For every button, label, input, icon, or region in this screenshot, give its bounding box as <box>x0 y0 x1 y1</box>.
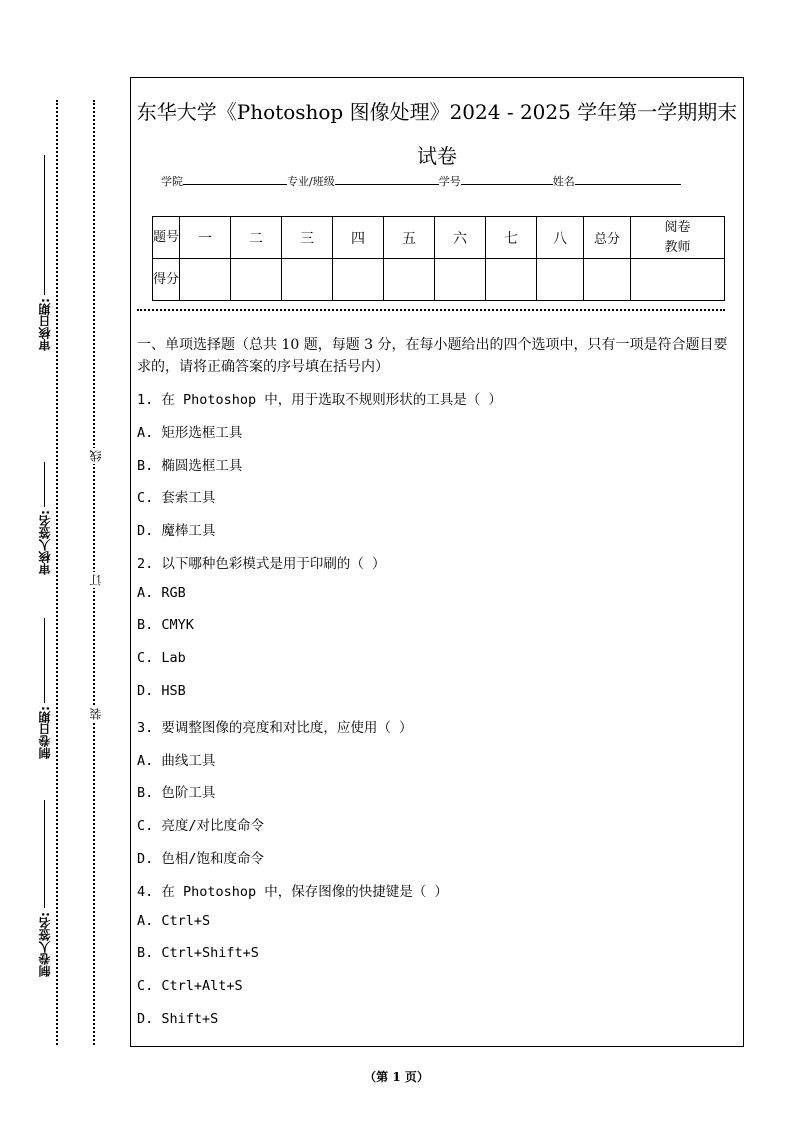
major-class-blank[interactable] <box>335 174 439 185</box>
header-grader: 阅卷教师 <box>631 217 725 259</box>
student-id-blank[interactable] <box>461 174 553 185</box>
score-cell-q6[interactable] <box>435 259 486 301</box>
reviewer-signature-label: 审核人签名: <box>38 510 52 575</box>
field-label-major-class: 专业/班级 <box>287 175 335 188</box>
section-separator <box>137 309 725 311</box>
score-cell-grader[interactable] <box>631 259 725 301</box>
question-2-option-c: C. Lab <box>137 650 186 666</box>
question-4-stem: 4. 在 Photoshop 中，保存图像的快捷键是（ ） <box>137 884 448 900</box>
question-2-option-d: D. HSB <box>137 683 186 699</box>
score-cell-q4[interactable] <box>333 259 384 301</box>
review-date-line <box>44 155 45 295</box>
review-date-label: 审核日期: <box>38 298 52 351</box>
question-1-option-c: C. 套索工具 <box>137 490 216 506</box>
student-info-row <box>161 173 721 189</box>
question-1-option-b: B. 椭圆选框工具 <box>137 458 243 474</box>
question-2-stem: 2. 以下哪种色彩模式是用于印刷的（ ） <box>137 556 386 572</box>
question-2-option-a: A. RGB <box>137 585 186 601</box>
compile-date-label: 制卷日期: <box>38 706 52 759</box>
section-heading: 一、单项选择题（总共 10 题，每题 3 分，在每小题给出的四个选项中，只有一项是符合题目要求的，请将正确答案的序号填在括号内） <box>137 337 728 375</box>
score-cell-q7[interactable] <box>486 259 537 301</box>
question-4-option-a: A. Ctrl+S <box>137 913 211 929</box>
header-q8: 八 <box>537 217 584 259</box>
compiler-signature-line <box>44 800 45 908</box>
header-q5: 五 <box>384 217 435 259</box>
exam-frame <box>130 77 744 1047</box>
binding-char-line: 线 <box>89 450 103 462</box>
header-q7: 七 <box>486 217 537 259</box>
score-cell-q2[interactable] <box>231 259 282 301</box>
header-q2: 二 <box>231 217 282 259</box>
header-q3: 三 <box>282 217 333 259</box>
question-2-option-b: B. CMYK <box>137 617 194 633</box>
score-cell-total[interactable] <box>584 259 631 301</box>
score-cell-q8[interactable] <box>537 259 584 301</box>
question-1-stem: 1. 在 Photoshop 中，用于选取不规则形状的工具是（ ） <box>137 392 502 408</box>
name-blank[interactable] <box>575 174 681 185</box>
college-blank[interactable] <box>183 174 287 185</box>
question-3-option-a: A. 曲线工具 <box>137 753 216 769</box>
question-4-option-c: C. Ctrl+Alt+S <box>137 978 243 994</box>
header-q4: 四 <box>333 217 384 259</box>
question-1-option-d: D. 魔棒工具 <box>137 523 216 539</box>
header-q1: 一 <box>180 217 231 259</box>
field-label-college: 学院 <box>161 175 183 188</box>
score-header-row <box>153 217 725 259</box>
question-3-option-b: B. 色阶工具 <box>137 785 216 801</box>
binding-dotted-line-outer <box>56 100 58 1045</box>
score-cell-q5[interactable] <box>384 259 435 301</box>
score-table <box>152 216 725 301</box>
score-value-row <box>153 259 725 301</box>
score-cell-q3[interactable] <box>282 259 333 301</box>
question-4-option-d: D. Shift+S <box>137 1011 219 1027</box>
header-question-no: 题号 <box>153 217 180 259</box>
header-total: 总分 <box>584 217 631 259</box>
question-3-option-d: D. 色相/饱和度命令 <box>137 851 265 867</box>
compiler-signature-label: 制卷人签名: <box>38 912 52 977</box>
binding-char-staple: 订 <box>89 574 103 586</box>
page-number: （第 1 页） <box>364 1070 429 1084</box>
compile-date-line <box>44 618 45 703</box>
reviewer-signature-line <box>44 462 45 507</box>
exam-title: 东华大学《Photoshop 图像处理》2024 - 2025 学年第一学期期末试卷 <box>136 100 738 168</box>
score-cell-q1[interactable] <box>180 259 231 301</box>
question-3-option-c: C. 亮度/对比度命令 <box>137 818 265 834</box>
header-q6: 六 <box>435 217 486 259</box>
question-3-stem: 3. 要调整图像的亮度和对比度，应使用（ ） <box>137 720 413 736</box>
question-4-option-b: B. Ctrl+Shift+S <box>137 945 259 961</box>
field-label-student-id: 学号 <box>438 175 461 188</box>
question-1-option-a: A. 矩形选框工具 <box>137 425 243 441</box>
binding-char-bind: 装 <box>89 708 103 720</box>
field-label-name: 姓名 <box>552 175 575 188</box>
score-row-label: 得分 <box>153 259 180 301</box>
